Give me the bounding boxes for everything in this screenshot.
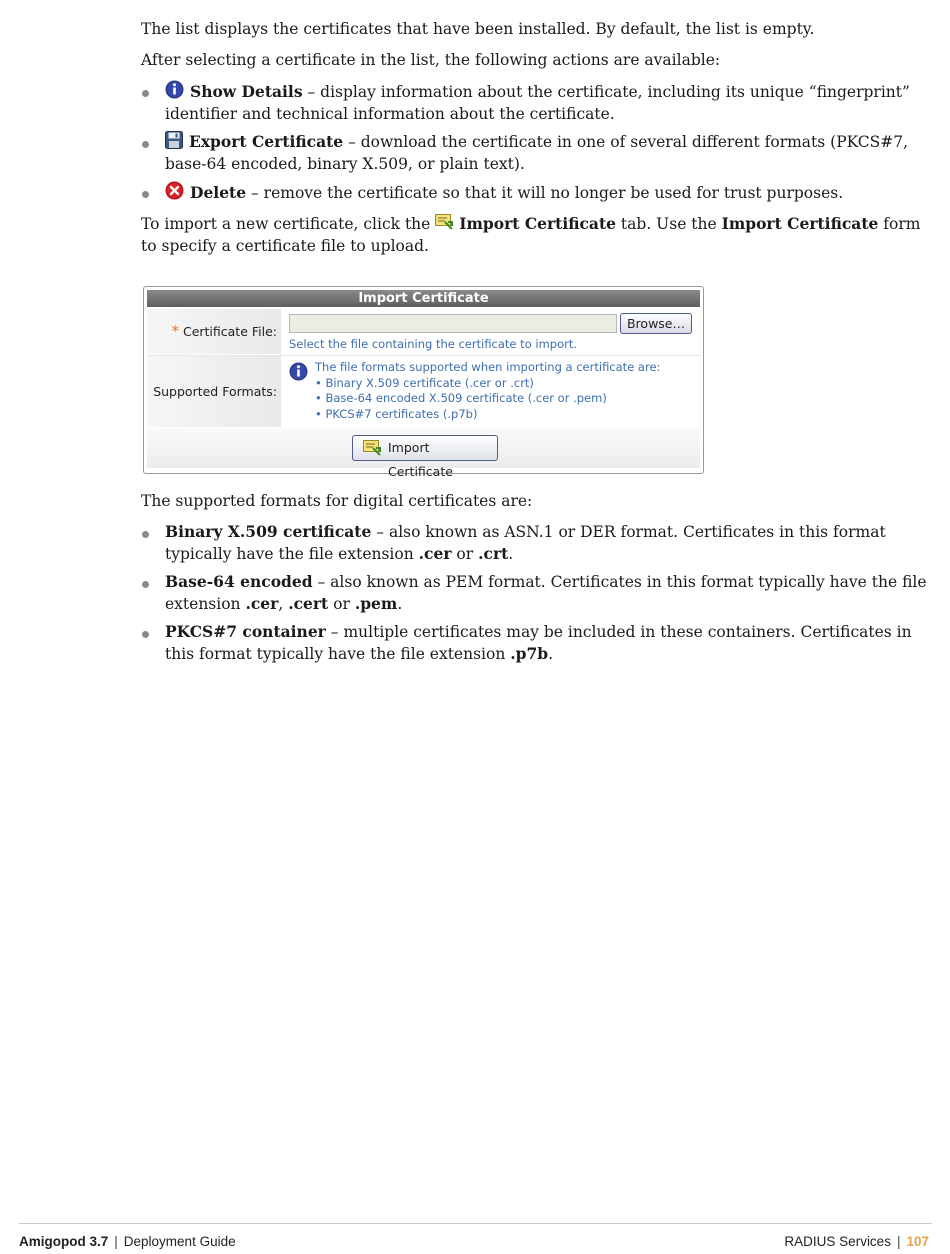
- import-paragraph: [141, 213, 931, 257]
- import-tab-name: Import Certificate: [459, 214, 616, 233]
- list-item: [141, 571, 931, 615]
- guide-name: Deployment Guide: [123, 1234, 236, 1249]
- extension: .p7b: [510, 644, 549, 663]
- page-footer: [19, 1234, 929, 1252]
- extension: .cert: [288, 594, 329, 613]
- text-span: or: [451, 545, 479, 563]
- text-span: ,: [278, 595, 289, 613]
- import-certificate-button[interactable]: [352, 435, 498, 479]
- text-span: .: [397, 595, 403, 613]
- supported-formats-field: [283, 356, 700, 427]
- form-button-bar: [147, 428, 700, 479]
- import-certificate-form: [143, 286, 704, 479]
- intro-paragraph-2: After selecting a certificate in the list, the following actions are available:: [141, 51, 721, 69]
- footer-right: [784, 1234, 929, 1249]
- separator: |: [114, 1234, 118, 1249]
- import-certificate-icon: [435, 213, 455, 231]
- certificate-file-field: [283, 309, 700, 354]
- formats-list: [315, 360, 660, 422]
- format-desc: – also known as ASN.1 or DER format. Certificates in this format typically have the file extension: [165, 523, 886, 563]
- list-item: [141, 80, 931, 125]
- actions-list: [141, 80, 931, 204]
- required-mark: *: [171, 322, 179, 340]
- footer-left: [19, 1234, 236, 1249]
- text-span: .: [508, 545, 514, 563]
- import-form-name: Import Certificate: [721, 214, 879, 233]
- text-span: To import a new certificate, click the: [141, 215, 436, 233]
- text-span: tab. Use the: [616, 215, 722, 233]
- format-term: PKCS#7 container: [165, 622, 326, 641]
- list-item: • PKCS#7 certificates (.p7b): [315, 406, 478, 421]
- info-icon: [289, 362, 308, 385]
- footer-divider: [19, 1223, 932, 1224]
- product-name: Amigopod 3.7: [19, 1234, 109, 1249]
- list-item: [141, 521, 931, 565]
- supported-formats-label: Supported Formats:: [147, 356, 281, 427]
- action-desc: – remove the certificate so that it will no longer be used for trust purposes.: [246, 184, 844, 202]
- list-item: [141, 621, 931, 665]
- action-term: Show Details: [190, 82, 303, 101]
- delete-icon: [165, 181, 184, 200]
- list-item: [141, 181, 931, 204]
- save-icon: [165, 131, 183, 149]
- browse-button[interactable]: Browse…: [620, 313, 692, 334]
- action-term: Delete: [190, 183, 247, 202]
- action-desc: – download the certificate in one of several different formats (PKCS#7, base-64 encoded, binary X.509, or plain text).: [165, 133, 909, 173]
- form-title: Import Certificate: [147, 290, 700, 307]
- file-hint: Select the file containing the certificate to import.: [289, 337, 577, 351]
- list-item: • Binary X.509 certificate (.cer or .crt): [315, 375, 534, 390]
- text-span: .: [548, 645, 554, 663]
- formats-bullet-list: [141, 521, 931, 665]
- format-term: Binary X.509 certificate: [165, 522, 372, 541]
- certificate-file-label: [147, 309, 281, 354]
- list-item: • Base-64 encoded X.509 certificate (.cer or .pem): [315, 391, 607, 405]
- separator: |: [896, 1234, 901, 1249]
- formats-intro-paragraph: The supported formats for digital certificates are:: [141, 492, 533, 510]
- extension: .crt: [478, 544, 509, 563]
- info-icon: [165, 80, 184, 99]
- extension: .cer: [245, 594, 279, 613]
- section-name: RADIUS Services: [784, 1234, 891, 1249]
- page-number: 107: [906, 1234, 929, 1249]
- action-term: Export Certificate: [189, 132, 344, 151]
- action-desc: – display information about the certificate, including its unique “fingerprint” identifier and technical information about the certificate.: [165, 83, 910, 123]
- format-desc: – multiple certificates may be included in these containers. Certificates in this format typically have the file extension: [165, 623, 912, 663]
- text-span: or: [328, 595, 355, 613]
- format-desc: – also known as PEM format. Certificates in this format typically have the file extension: [165, 573, 927, 613]
- intro-paragraph-1: The list displays the certificates that have been installed. By default, the list is empty.: [141, 20, 815, 38]
- extension: .cer: [418, 544, 452, 563]
- format-term: Base-64 encoded: [165, 572, 313, 591]
- body-text-bottom: [141, 490, 931, 674]
- extension: .pem: [354, 594, 398, 613]
- label-text: Certificate File:: [182, 324, 277, 339]
- body-text-top: [141, 18, 931, 266]
- file-path-input[interactable]: [289, 314, 617, 333]
- text-span: form to specify a certificate file to upload.: [141, 215, 921, 255]
- button-label: Import Certificate: [388, 440, 453, 479]
- list-item: [141, 131, 931, 175]
- import-certificate-icon: [363, 439, 383, 465]
- formats-intro: The file formats supported when importing a certificate are:: [315, 360, 661, 374]
